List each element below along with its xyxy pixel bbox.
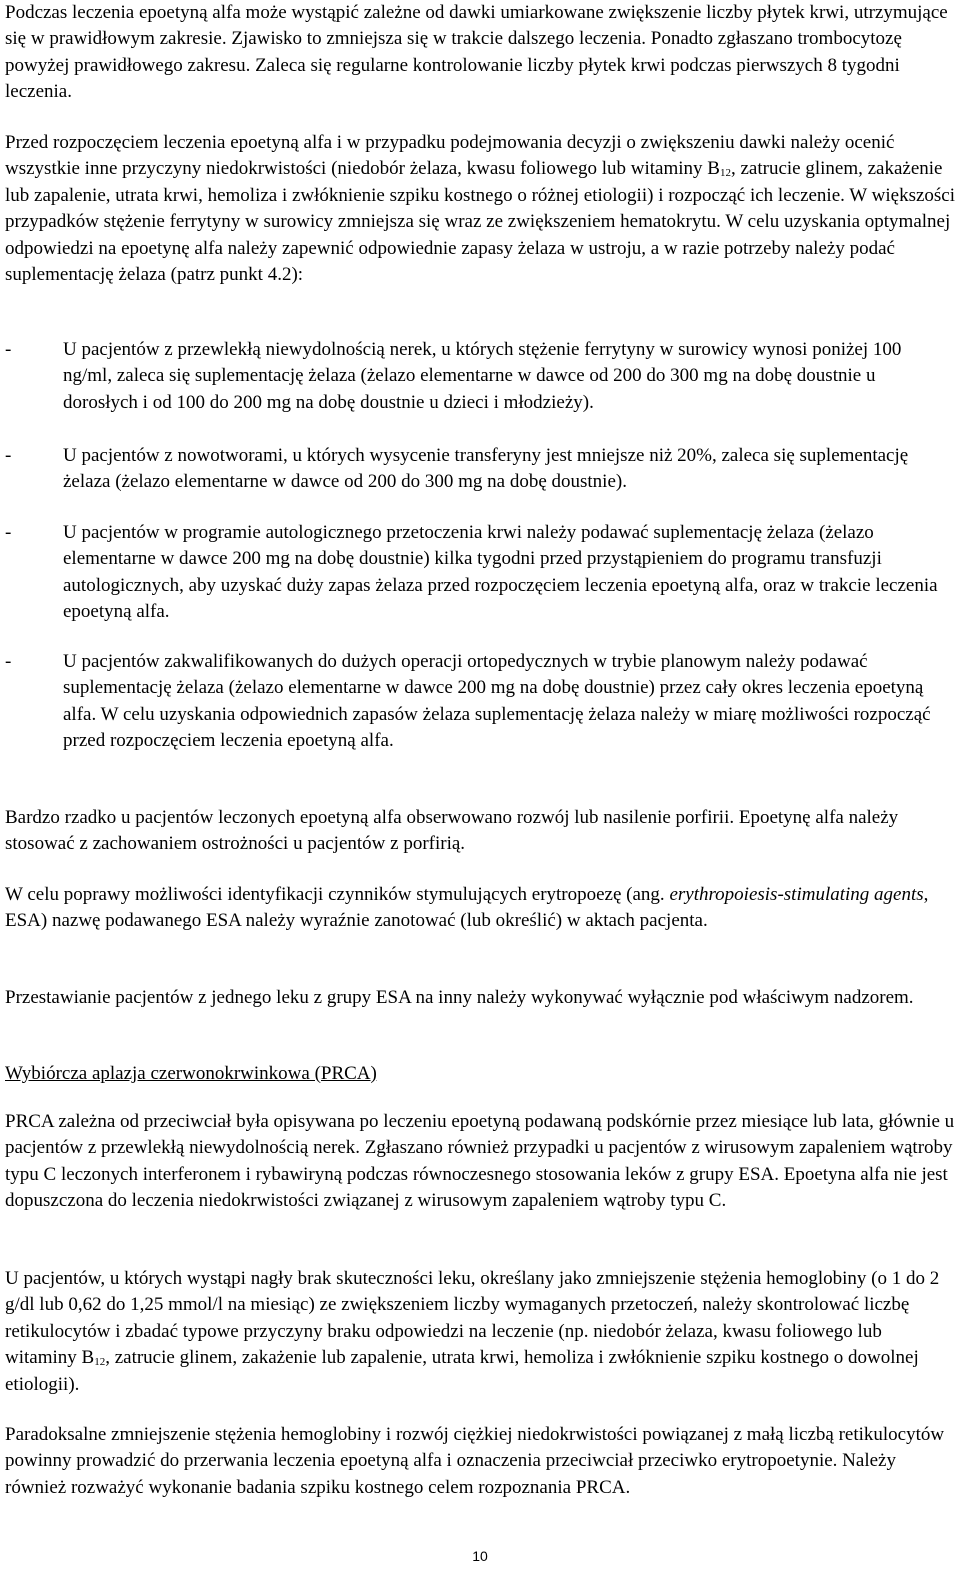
list-item [5, 337, 955, 416]
paragraph-porphyria: Bardzo rzadko u pacjentów leczonych epoetyną alfa obserwowano rozwój lub nasilenie porfirii. Epoetynę alfa należy stosować z zachowaniem ostrożności u pacjentów z porfirią. [5, 807, 899, 855]
vitamin-b12-subscript: 12 [94, 1356, 106, 1369]
list-dash: - [5, 651, 12, 672]
list-item [5, 443, 955, 496]
paragraph-platelets: Podczas leczenia epoetyną alfa może wystąpić zależne od dawki umiarkowane zwiększenie liczby płytek krwi, utrzymujące się w prawidłowym zakresie. Zjawisko to zmniejsza się w trakcie dalszego leczenia. Ponadto zgłaszano trombocytozę powyżej prawidłowego zakresu. Zaleca się regularne kontrolowanie liczby płytek krwi podczas pierwszych 8 tygodni leczenia. [5, 2, 948, 103]
vitamin-b12-subscript: 12 [719, 167, 731, 180]
paragraph-esa-switching: Przestawianie pacjentów z jednego leku z grupy ESA na inny należy wykonywać wyłącznie pod właściwym nadzorem. [5, 987, 914, 1008]
paragraph-esa-traceability [5, 882, 955, 935]
paragraph-loss-part1: U pacjentów, u których wystąpi nagły brak skuteczności leku, określany jako zmniejszenie stężenia hemoglobiny (o 1 do 2 g/dl lub 0,62 do 1,25 mmol/l na miesiąc) ze zwiększeniem liczby wymaganych przetoczeń, należy skontrolować liczbę retikulocytów i zbadać typowe przyczyny braku odpowiedzi na leczenie (np. niedobór żelaza, kwasu foliowego lub witaminy B [5, 1268, 940, 1369]
list-dash: - [5, 339, 12, 360]
list-dash: - [5, 445, 12, 466]
paragraph-iron-assessment [5, 130, 955, 288]
paragraph-paradoxical-decrease: Paradoksalne zmniejszenie stężenia hemoglobiny i rozwój ciężkiej niedokrwistości powiązanej z małą liczbą retikulocytów powinny prowadzić do przerwania leczenia epoetyną alfa i oznaczenia przeciwciał przeciwko erytropoetynie. Należy również rozważyć wykonanie badania szpiku kostnego celem rozpoznania PRCA. [5, 1424, 945, 1498]
list-item [5, 649, 955, 755]
list-item-text: U pacjentów zakwalifikowanych do dużych operacji ortopedycznych w trybie planowym należy podawać suplementację żelaza (żelazo elementarne w dawce 200 mg na dobę doustnie) przez cały okres leczenia epoetyną alfa. W celu uzyskania odpowiednich zapasów żelaza suplementację żelaza należy w miarę możliwości rozpocząć przed rozpoczęciem leczenia epoetyną alfa. [63, 651, 931, 752]
list-item-text: U pacjentów z przewlekłą niewydolnością nerek, u których stężenie ferrytyny w surowicy wynosi poniżej 100 ng/ml, zaleca się suplementację żelaza (żelazo elementarne w dawce od 200 do 300 mg na dobę doustnie u dorosłych i od 100 do 200 mg na dobę doustnie u dzieci i młodzieży). [63, 339, 902, 413]
paragraph-loss-part2: , zatrucie glinem, zakażenie lub zapalenie, utrata krwi, hemoliza i zwłóknienie szpiku kostnego o dowolnej etiologii). [5, 1347, 919, 1395]
list-item-text: U pacjentów z nowotworami, u których wysycenie transferyny jest mniejsze niż 20%, zaleca się suplementację żelaza (żelazo elementarne w dawce od 200 do 300 mg na dobę doustnie). [63, 445, 909, 493]
paragraph-loss-of-efficacy [5, 1266, 955, 1398]
page-number: 10 [472, 1548, 488, 1564]
section-heading-prca: Wybiórcza aplazja czerwonokrwinkowa (PRCA) [5, 1063, 377, 1084]
paragraph-esa-part2: , ESA) nazwę podawanego ESA należy wyraźnie zanotować (lub określić) w aktach pacjenta. [5, 884, 929, 932]
list-item-text: U pacjentów w programie autologicznego przetoczenia krwi należy podawać suplementację żelaza (żelazo elementarne w dawce 200 mg na dobę doustnie) kilka tygodni przed przystąpieniem do programu transfuzji autologicznych, aby uzyskać duży zapas żelaza przed rozpoczęciem leczenia epoetyną alfa, oraz w trakcie leczenia epoetyną alfa. [63, 522, 938, 623]
paragraph-esa-italic-term: erythropoiesis-stimulating agents [669, 884, 924, 905]
paragraph-iron-assessment-part2: , zatrucie glinem, zakażenie lub zapalenie, utrata krwi, hemoliza i zwłóknienie szpiku kostnego o różnej etiologii) i rozpocząć ich leczenie. W większości przypadków stężenie ferrytyny w surowicy zmniejsza się wraz ze zwiększeniem hematokrytu. W celu uzyskania optymalnej odpowiedzi na epoetynę alfa należy zapewnić odpowiednie zapasy żelaza w ustroju, a w razie potrzeby należy podać suplementację żelaza (patrz punkt 4.2): [5, 158, 956, 286]
paragraph-iron-assessment-part1: Przed rozpoczęciem leczenia epoetyną alfa i w przypadku podejmowania decyzji o zwiększeniu dawki należy ocenić wszystkie inne przyczyny niedokrwistości (niedobór żelaza, kwasu foliowego lub witaminy B [5, 132, 895, 180]
list-item [5, 520, 955, 626]
paragraph-esa-part1: W celu poprawy możliwości identyfikacji czynników stymulujących erytropoezę (ang. [5, 884, 670, 905]
paragraph-prca-description: PRCA zależna od przeciwciał była opisywana po leczeniu epoetyną podawaną podskórnie przez miesiące lub lata, głównie u pacjentów z przewlekłą niewydolnością nerek. Zgłaszano również przypadki u pacjentów z wirusowym zapaleniem wątroby typu C leczonych interferonem i rybawiryną podczas równoczesnego stosowania leków z grupy ESA. Epoetyna alfa nie jest dopuszczona do leczenia niedokrwistości związanej z wirusowym zapaleniem wątroby typu C. [5, 1111, 955, 1212]
list-dash: - [5, 522, 12, 543]
